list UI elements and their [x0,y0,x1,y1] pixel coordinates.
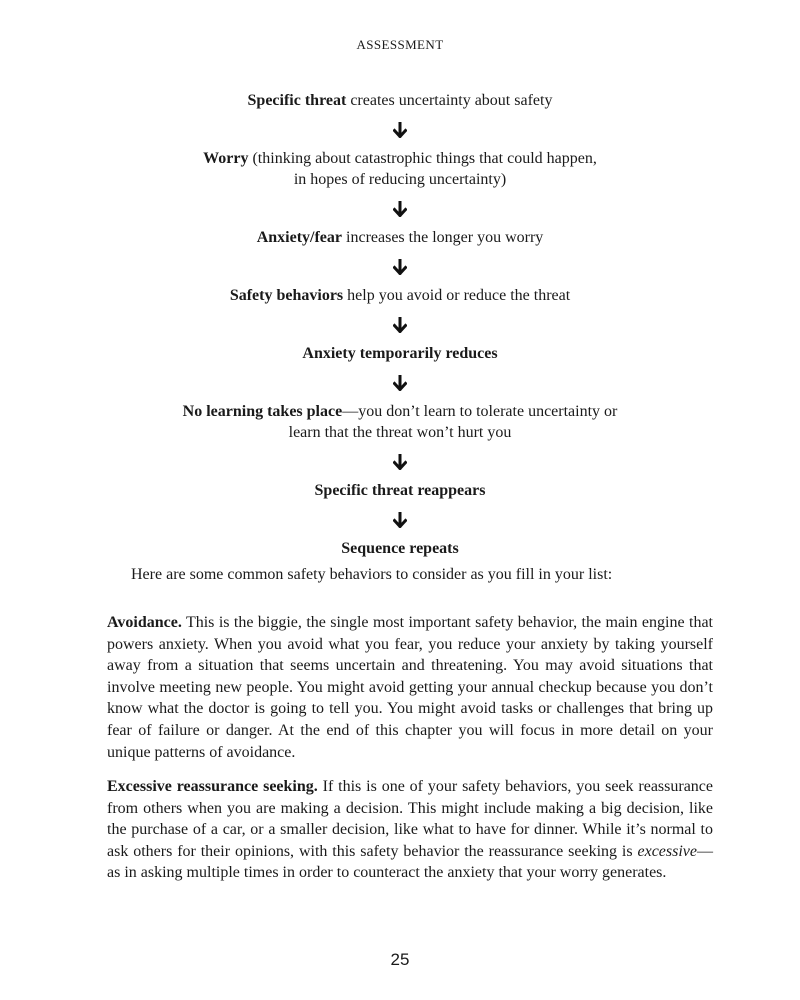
worry-cycle-flowchart [0,90,800,559]
arrow-down-icon [0,248,800,285]
flow-step-anxiety-reduces [0,343,800,364]
flow-step-threat-reappears [0,480,800,501]
flow-step-anxiety-fear [0,227,800,248]
page-number: 25 [390,950,410,969]
arrow-down-icon [0,443,800,480]
arrow-down-icon [0,111,800,148]
flow-step-text: help you avoid or reduce the threat [343,287,571,304]
arrow-down-icon [0,364,800,401]
paragraph-avoidance [107,612,713,763]
flow-step-specific-threat [0,90,800,111]
flow-step-text: —you don’t learn to tolerate uncertainty or [342,403,618,420]
flow-step-text: (thinking about catastrophic things that could happen, [248,150,597,167]
arrow-down-icon [0,501,800,538]
flow-step-bold: Anxiety/fear [256,229,343,246]
flow-step-text-line2: in hopes of reducing uncertainty) [293,171,507,188]
flow-step-worry [0,148,800,190]
arrow-down-icon [0,190,800,227]
paragraph-reassurance-seeking [107,776,713,884]
paragraph-heading: Avoidance. [107,614,182,631]
flow-step-bold: Specific threat reappears [314,482,486,499]
intro-sentence: Here are some common safety behaviors to consider as you fill in your list: [131,566,613,583]
flow-step-text: creates uncertainty about safety [346,92,553,109]
flow-step-sequence-repeats [0,538,800,559]
paragraph-text-continued: —as in asking multiple times in order to counteract the anxiety that your worry generates. [107,842,713,882]
arrow-down-icon [0,306,800,343]
flow-step-text: increases the longer you worry [342,229,544,246]
paragraph-emphasis: excessive [637,842,697,860]
flow-step-bold: Worry [203,150,249,167]
flow-step-bold: Anxiety temporarily reduces [302,345,498,362]
paragraph-text: This is the biggie, the single most important safety behavior, the main engine that powers anxiety. When you avoid what you fear, you reduce your anxiety by taking yourself away from a situation that seems uncertain and threatening. You may avoid situations that involve meeting new people. You might avoid getting your annual checkup because you don’t know what the doctor is going to tell you. You might avoid tasks or challenges that bring up fear of failure or danger. At the end of this chapter you will focus in more detail on your unique patterns of avoidance. [107,614,713,761]
flow-step-bold: Sequence repeats [341,540,459,557]
flow-step-no-learning [0,401,800,443]
flow-step-bold: Specific threat [247,92,347,109]
paragraph-text: If this is one of your safety behaviors, you seek reassurance from others when you are making a decision. This might include making a big decision, like the purchase of a car, or a smaller decision, like what to have for dinner. While it’s normal to ask others for their opinions, with this safety behavior the reassurance seeking is [107,778,714,860]
paragraph-heading: Excessive reassurance seeking. [107,778,318,795]
running-head: ASSESSMENT [356,37,444,52]
flow-step-bold: Safety behaviors [229,287,344,304]
flow-step-bold: No learning takes place [182,403,343,420]
flow-step-text-line2: learn that the threat won’t hurt you [288,424,512,441]
flow-step-safety-behaviors [0,285,800,306]
